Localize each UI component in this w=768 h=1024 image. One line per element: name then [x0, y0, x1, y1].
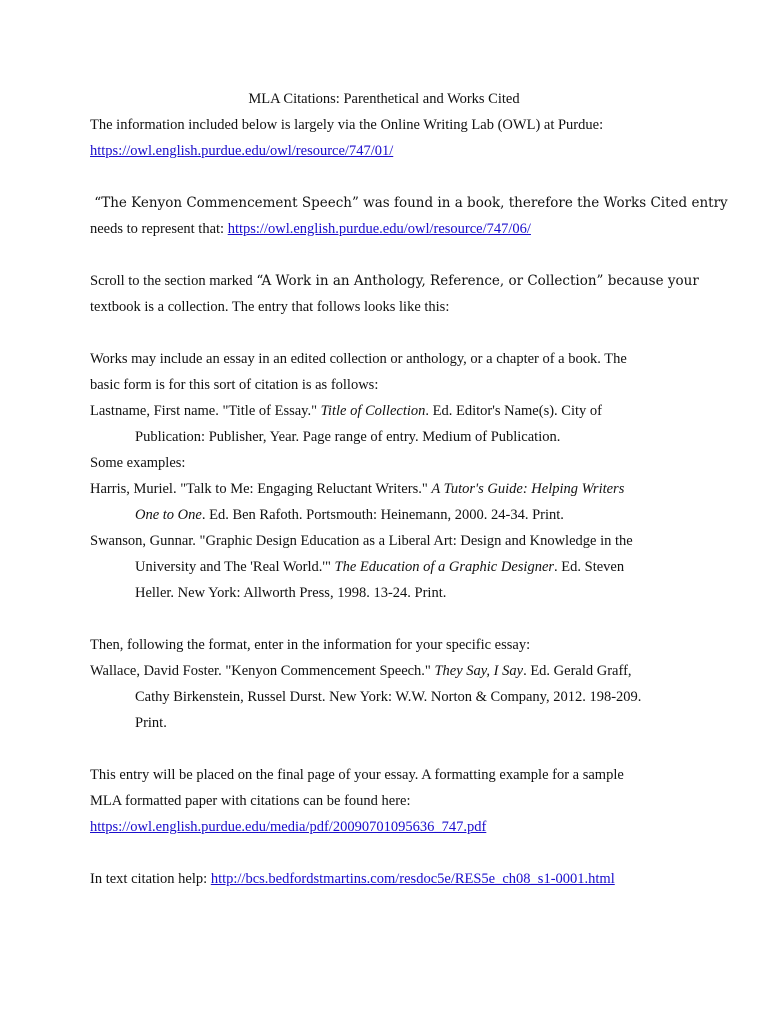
example2-a: University and The 'Real World.'"	[135, 559, 335, 575]
in-text-help-link[interactable]: http://bcs.bedfordstmartins.com/resdoc5e/RES5e_ch08_s1-0001.html	[210, 871, 615, 887]
scroll-note-line2: textbook is a collection. The entry that follows looks like this:	[90, 299, 450, 315]
example1-italic2: One to One	[135, 507, 202, 523]
example1-line2	[135, 506, 564, 524]
scroll-note-line1	[90, 272, 699, 290]
sample-paper-link-line	[90, 818, 486, 836]
in-text-help-prefix: In text citation help:	[90, 871, 211, 887]
some-examples-label: Some examples:	[90, 455, 186, 471]
example2-b: . Ed. Steven	[554, 559, 625, 575]
kenyon-note-prefix: needs to represent that:	[90, 221, 228, 237]
in-text-help-line	[90, 870, 615, 888]
wallace-italic: They Say, I Say	[434, 663, 524, 679]
basic-form-a: Lastname, First name. "Title of Essay."	[90, 403, 321, 419]
kenyon-note-line2	[90, 220, 531, 238]
basic-form-italic: Title of Collection	[320, 403, 426, 419]
wallace-a: Wallace, David Foster. "Kenyon Commencement Speech."	[90, 663, 435, 679]
basic-form-line1	[90, 402, 602, 420]
then-following-text: Then, following the format, enter in the information for your specific essay:	[90, 637, 531, 653]
wallace-line2: Cathy Birkenstein, Russel Durst. New York: W.W. Norton & Company, 2012. 198-209.	[135, 689, 642, 705]
example1-b: . Ed. Ben Rafoth. Portsmouth: Heinemann, 2000. 24-34. Print.	[201, 507, 564, 523]
page-title: MLA Citations: Parenthetical and Works Cited	[248, 91, 520, 107]
basic-form-line2: Publication: Publisher, Year. Page range of entry. Medium of Publication.	[135, 429, 561, 445]
basic-form-b: . Ed. Editor's Name(s). City of	[425, 403, 602, 419]
wallace-line1	[90, 662, 632, 680]
wallace-line3: Print.	[135, 715, 167, 731]
works-paragraph-line1: Works may include an essay in an edited collection or anthology, or a chapter of a book. The	[90, 351, 627, 367]
final-note-line1: This entry will be placed on the final page of your essay. A formatting example for a sample	[90, 767, 624, 783]
scroll-note-text-a: Scroll to the section marked	[90, 273, 257, 289]
kenyon-note-text: “The Kenyon Commencement Speech” was found in a book, therefore the Works Cited entry	[94, 195, 728, 211]
example2-line3: Heller. New York: Allworth Press, 1998. 13-24. Print.	[135, 585, 447, 601]
final-note-line2: MLA formatted paper with citations can be found here:	[90, 793, 411, 809]
wallace-b: . Ed. Gerald Graff,	[523, 663, 632, 679]
sample-paper-pdf-link[interactable]: https://owl.english.purdue.edu/media/pdf/20090701095636_747.pdf	[90, 819, 487, 835]
intro-text: The information included below is largely via the Online Writing Lab (OWL) at Purdue:	[90, 117, 604, 133]
scroll-note-text-b: “A Work in an Anthology, Reference, or Collection” because your	[256, 273, 699, 289]
example1-italic1: A Tutor's Guide: Helping Writers	[431, 481, 625, 497]
example2-line1: Swanson, Gunnar. "Graphic Design Education as a Liberal Art: Design and Knowledge in the	[90, 533, 633, 549]
owl-resource-01-link-line	[90, 142, 393, 160]
example2-line2	[135, 558, 624, 576]
works-paragraph-line2: basic form is for this sort of citation is as follows:	[90, 377, 379, 393]
example1-line1	[90, 480, 624, 498]
example2-italic: The Education of a Graphic Designer	[334, 559, 555, 575]
owl-resource-01-link[interactable]: https://owl.english.purdue.edu/owl/resource/747/01/	[90, 143, 394, 159]
owl-resource-06-link[interactable]: https://owl.english.purdue.edu/owl/resource/747/06/	[227, 221, 531, 237]
example1-a: Harris, Muriel. "Talk to Me: Engaging Reluctant Writers."	[90, 481, 432, 497]
kenyon-note-line1	[90, 194, 728, 212]
